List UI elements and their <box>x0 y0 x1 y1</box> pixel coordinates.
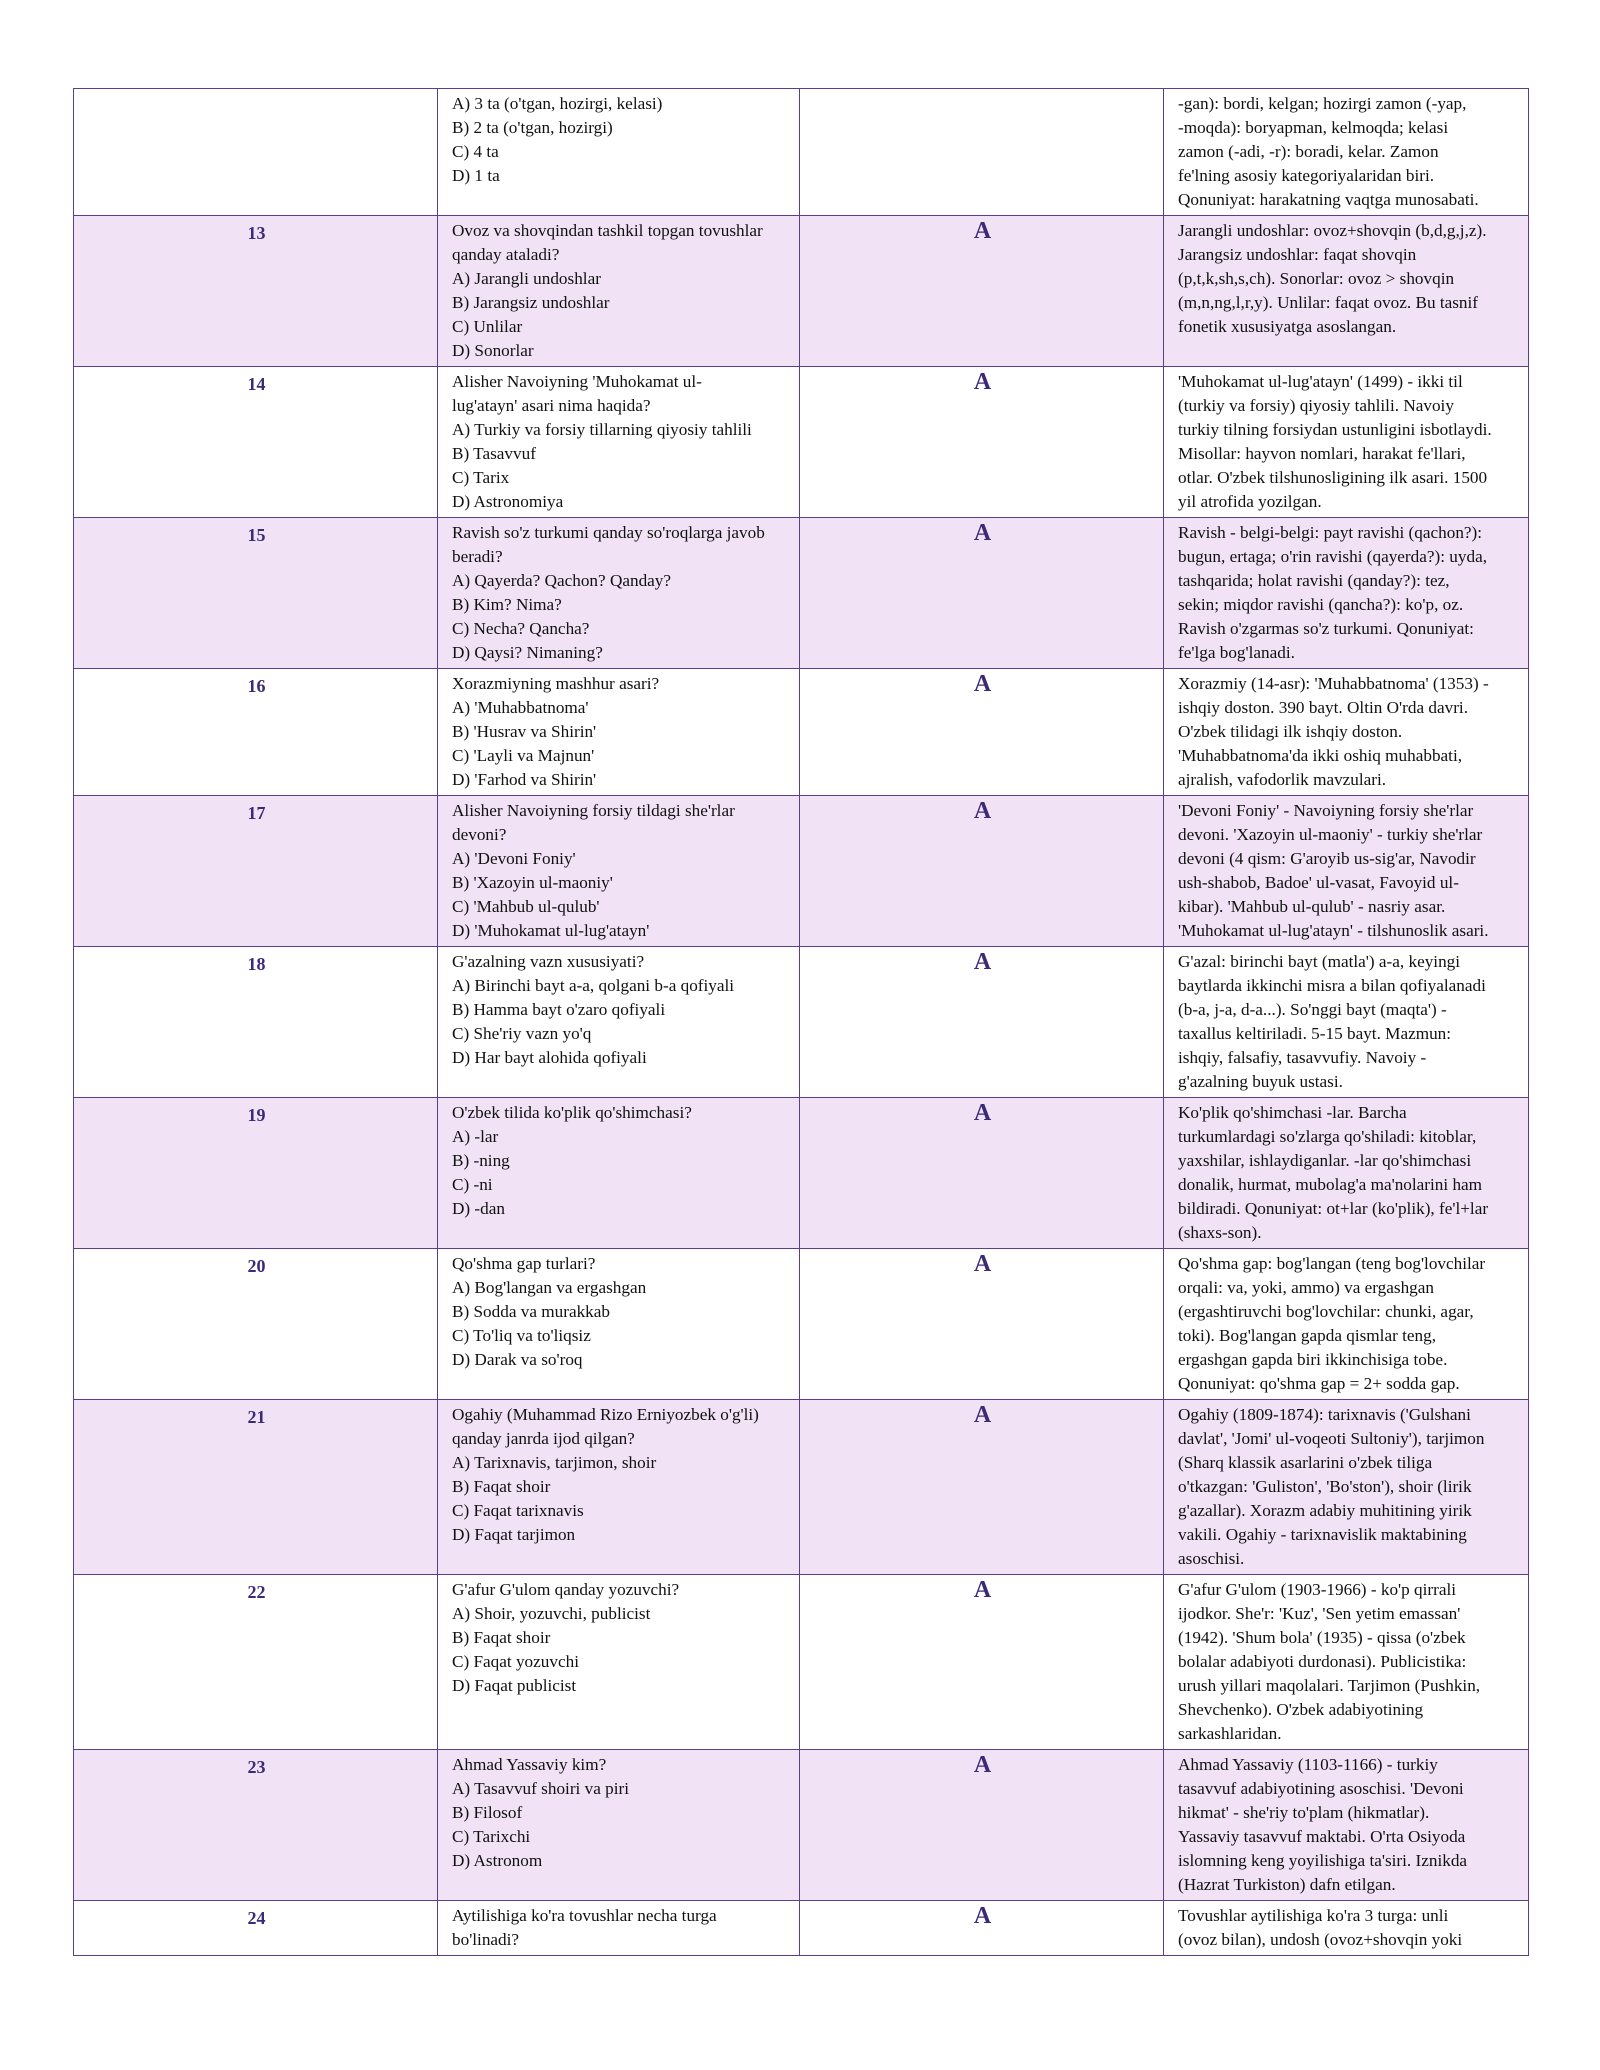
explanation-line: baytlarda ikkinchi misra a bilan qofiyalanadi <box>1178 976 1486 995</box>
question-text-line: bo'linadi? <box>452 1930 520 1949</box>
answer-option: C) 4 ta <box>452 142 499 161</box>
question-text-line: qanday ataladi? <box>452 245 560 264</box>
explanation-line: g'azalning buyuk ustasi. <box>1178 1072 1343 1091</box>
explanation-line: 'Muhabbatnoma'da ikki oshiq muhabbati, <box>1178 746 1463 765</box>
explanation-line: -moqda): boryapman, kelmoqda; kelasi <box>1178 118 1449 137</box>
answer-option: D) 1 ta <box>452 166 500 185</box>
answer-option: A) 3 ta (o'tgan, hozirgi, kelasi) <box>452 94 663 113</box>
answer-option: D) 'Muhokamat ul-lug'atayn' <box>452 921 650 940</box>
question-number: 23 <box>74 1750 438 1901</box>
explanation-line: ishqiy doston. 390 bayt. Oltin O'rda davri. <box>1178 698 1469 717</box>
answer-option: C) To'liq va to'liqsiz <box>452 1326 591 1345</box>
explanation-cell <box>1164 1901 1529 1956</box>
explanation-cell <box>1164 1249 1529 1400</box>
explanation-cell <box>1164 1575 1529 1750</box>
quiz-row <box>74 1098 1529 1249</box>
explanation-line: g'azallar). Xorazm adabiy muhitining yirik <box>1178 1501 1472 1520</box>
quiz-table-body <box>74 89 1529 1956</box>
question-cell <box>438 1249 800 1400</box>
explanation-line: (b-a, j-a, d-a...). So'nggi bayt (maqta') - <box>1178 1000 1447 1019</box>
explanation-cell <box>1164 796 1529 947</box>
explanation-line: (shaxs-son). <box>1178 1223 1262 1242</box>
explanation-line: G'azal: birinchi bayt (matla') a-a, keyingi <box>1178 952 1461 971</box>
answer-option: D) -dan <box>452 1199 505 1218</box>
explanation-cell <box>1164 947 1529 1098</box>
explanation-line: sekin; miqdor ravishi (qancha?): ko'p, oz. <box>1178 595 1464 614</box>
explanation-cell <box>1164 367 1529 518</box>
question-cell <box>438 1901 800 1956</box>
explanation-line: Xorazmiy (14-asr): 'Muhabbatnoma' (1353) - <box>1178 674 1489 693</box>
answer-option: B) 'Xazoyin ul-maoniy' <box>452 873 613 892</box>
explanation-line: (ergashtiruvchi bog'lovchilar: chunki, agar, <box>1178 1302 1474 1321</box>
explanation-line: tashqarida; holat ravishi (qanday?): tez, <box>1178 571 1450 590</box>
question-cell <box>438 518 800 669</box>
explanation-line: tasavvuf adabiyotining asoschisi. 'Devoni <box>1178 1779 1464 1798</box>
explanation-line: Yassaviy tasavvuf maktabi. O'rta Osiyoda <box>1178 1827 1466 1846</box>
answer-cell: A <box>800 1575 1164 1750</box>
question-cell <box>438 1400 800 1575</box>
answer-option: B) Tasavvuf <box>452 444 536 463</box>
answer-option: A) -lar <box>452 1127 499 1146</box>
question-cell <box>438 1750 800 1901</box>
explanation-line: sarkashlaridan. <box>1178 1724 1282 1743</box>
question-text-line: Aytilishiga ko'ra tovushlar necha turga <box>452 1906 717 1925</box>
answer-cell: A <box>800 216 1164 367</box>
question-cell <box>438 796 800 947</box>
answer-option: B) Faqat shoir <box>452 1628 551 1647</box>
explanation-line: bildiradi. Qonuniyat: ot+lar (ko'plik), fe'l+lar <box>1178 1199 1489 1218</box>
quiz-row <box>74 1750 1529 1901</box>
explanation-line: Ko'plik qo'shimchasi -lar. Barcha <box>1178 1103 1407 1122</box>
explanation-line: (1942). 'Shum bola' (1935) - qissa (o'zbek <box>1178 1628 1466 1647</box>
explanation-line: G'afur G'ulom (1903-1966) - ko'p qirrali <box>1178 1580 1457 1599</box>
explanation-line: 'Muhokamat ul-lug'atayn' (1499) - ikki til <box>1178 372 1463 391</box>
answer-option: C) Faqat tarixnavis <box>452 1501 584 1520</box>
question-text-line: Alisher Navoiyning 'Muhokamat ul- <box>452 372 702 391</box>
quiz-table <box>73 88 1529 1956</box>
question-text-line: Ahmad Yassaviy kim? <box>452 1755 607 1774</box>
question-text-line: Xorazmiyning mashhur asari? <box>452 674 660 693</box>
question-number: 18 <box>74 947 438 1098</box>
answer-option: B) 'Husrav va Shirin' <box>452 722 597 741</box>
explanation-line: Ravish o'zgarmas so'z turkumi. Qonuniyat: <box>1178 619 1474 638</box>
question-text-line: Alisher Navoiyning forsiy tildagi she'rlar <box>452 801 735 820</box>
answer-option: B) Jarangsiz undoshlar <box>452 293 610 312</box>
explanation-line: bolalar adabiyoti durdonasi). Publicistika: <box>1178 1652 1467 1671</box>
explanation-cell <box>1164 518 1529 669</box>
answer-option: A) Turkiy va forsiy tillarning qiyosiy tahlili <box>452 420 752 439</box>
explanation-line: 'Muhokamat ul-lug'atayn' - tilshunoslik asari. <box>1178 921 1489 940</box>
answer-option: D) Sonorlar <box>452 341 534 360</box>
question-number: 15 <box>74 518 438 669</box>
answer-option: C) Tarixchi <box>452 1827 531 1846</box>
quiz-row <box>74 669 1529 796</box>
question-cell <box>438 216 800 367</box>
explanation-line: urush yillari maqolalari. Tarjimon (Pushkin, <box>1178 1676 1481 1695</box>
answer-option: B) -ning <box>452 1151 510 1170</box>
explanation-line: ijodkor. She'r: 'Kuz', 'Sen yetim emassan' <box>1178 1604 1461 1623</box>
quiz-row <box>74 1901 1529 1956</box>
answer-option: A) 'Muhabbatnoma' <box>452 698 589 717</box>
explanation-line: otlar. O'zbek tilshunosligining ilk asari. 1500 <box>1178 468 1488 487</box>
quiz-row <box>74 89 1529 216</box>
explanation-line: devoni. 'Xazoyin ul-maoniy' - turkiy she'rlar <box>1178 825 1483 844</box>
answer-option: D) Darak va so'roq <box>452 1350 583 1369</box>
explanation-line: (m,n,ng,l,r,y). Unlilar: faqat ovoz. Bu tasnif <box>1178 293 1479 312</box>
explanation-line: Jarangli undoshlar: ovoz+shovqin (b,d,g,j,z). <box>1178 221 1487 240</box>
question-text-line: G'azalning vazn xususiyati? <box>452 952 645 971</box>
answer-option: C) -ni <box>452 1175 493 1194</box>
explanation-line: asoschisi. <box>1178 1549 1245 1568</box>
question-text-line: beradi? <box>452 547 503 566</box>
explanation-line: Qonuniyat: qo'shma gap = 2+ sodda gap. <box>1178 1374 1460 1393</box>
explanation-line: Ahmad Yassaviy (1103-1166) - turkiy <box>1178 1755 1438 1774</box>
answer-cell: A <box>800 1901 1164 1956</box>
explanation-line: ergashgan gapda biri ikkinchisiga tobe. <box>1178 1350 1448 1369</box>
explanation-line: O'zbek tilidagi ilk ishqiy doston. <box>1178 722 1403 741</box>
quiz-row <box>74 216 1529 367</box>
answer-option: C) She'riy vazn yo'q <box>452 1024 592 1043</box>
explanation-line: yil atrofida yozilgan. <box>1178 492 1322 511</box>
quiz-row <box>74 367 1529 518</box>
explanation-line: Ogahiy (1809-1874): tarixnavis ('Gulshani <box>1178 1405 1471 1424</box>
answer-option: A) Tarixnavis, tarjimon, shoir <box>452 1453 657 1472</box>
question-cell <box>438 367 800 518</box>
quiz-row <box>74 796 1529 947</box>
explanation-line: turkumlardagi so'zlarga qo'shiladi: kitoblar, <box>1178 1127 1477 1146</box>
explanation-line: fe'lga bog'lanadi. <box>1178 643 1295 662</box>
answer-option: A) Shoir, yozuvchi, publicist <box>452 1604 651 1623</box>
quiz-row <box>74 1400 1529 1575</box>
answer-option: B) Kim? Nima? <box>452 595 562 614</box>
question-text-line: O'zbek tilida ko'plik qo'shimchasi? <box>452 1103 692 1122</box>
answer-cell: A <box>800 947 1164 1098</box>
question-text-line: Qo'shma gap turlari? <box>452 1254 596 1273</box>
answer-option: C) 'Layli va Majnun' <box>452 746 595 765</box>
explanation-line: hikmat' - she'riy to'plam (hikmatlar). <box>1178 1803 1430 1822</box>
explanation-line: ajralish, vafodorlik mavzulari. <box>1178 770 1387 789</box>
answer-option: C) Tarix <box>452 468 510 487</box>
question-number: 21 <box>74 1400 438 1575</box>
question-text-line: qanday janrda ijod qilgan? <box>452 1429 635 1448</box>
explanation-line: vakili. Ogahiy - tarixnavislik maktabining <box>1178 1525 1467 1544</box>
explanation-line: bugun, ertaga; o'rin ravishi (qayerda?): uyda, <box>1178 547 1488 566</box>
answer-option: B) Filosof <box>452 1803 523 1822</box>
explanation-line: Shevchenko). O'zbek adabiyotining <box>1178 1700 1424 1719</box>
question-number: 22 <box>74 1575 438 1750</box>
explanation-line: 'Devoni Foniy' - Navoiyning forsiy she'rlar <box>1178 801 1474 820</box>
answer-cell <box>800 89 1164 216</box>
explanation-line: fonetik xususiyatga asoslangan. <box>1178 317 1397 336</box>
question-number: 16 <box>74 669 438 796</box>
explanation-line: orqali: va, yoki, ammo) va ergashgan <box>1178 1278 1434 1297</box>
explanation-cell <box>1164 1098 1529 1249</box>
explanation-line: taxallus keltiriladi. 5-15 bayt. Mazmun: <box>1178 1024 1452 1043</box>
question-number: 19 <box>74 1098 438 1249</box>
explanation-line: (p,t,k,sh,s,ch). Sonorlar: ovoz > shovqin <box>1178 269 1455 288</box>
answer-option: B) Hamma bayt o'zaro qofiyali <box>452 1000 666 1019</box>
question-text-line: Ovoz va shovqindan tashkil topgan tovushlar <box>452 221 763 240</box>
explanation-line: o'tkazgan: 'Guliston', 'Bo'ston'), shoir (lirik <box>1178 1477 1472 1496</box>
answer-option: C) Faqat yozuvchi <box>452 1652 579 1671</box>
explanation-cell <box>1164 1400 1529 1575</box>
explanation-line: (Hazrat Turkiston) dafn etilgan. <box>1178 1875 1396 1894</box>
answer-option: C) 'Mahbub ul-qulub' <box>452 897 600 916</box>
explanation-line: ush-shabob, Badoe' ul-vasat, Favoyid ul- <box>1178 873 1459 892</box>
answer-cell: A <box>800 796 1164 947</box>
question-text-line: Ravish so'z turkumi qanday so'roqlarga javob <box>452 523 765 542</box>
question-text-line: devoni? <box>452 825 507 844</box>
quiz-row <box>74 947 1529 1098</box>
explanation-line: Ravish - belgi-belgi: payt ravishi (qachon?): <box>1178 523 1483 542</box>
explanation-line: Qo'shma gap: bog'langan (teng bog'lovchilar <box>1178 1254 1486 1273</box>
explanation-line: toki). Bog'langan gapda qismlar teng, <box>1178 1326 1436 1345</box>
explanation-line: islomning keng yoyilishiga ta'siri. Iznikda <box>1178 1851 1468 1870</box>
answer-option: A) Jarangli undoshlar <box>452 269 601 288</box>
answer-cell: A <box>800 1400 1164 1575</box>
answer-option: D) Faqat tarjimon <box>452 1525 576 1544</box>
answer-option: A) Qayerda? Qachon? Qanday? <box>452 571 672 590</box>
answer-option: C) Unlilar <box>452 317 523 336</box>
explanation-line: devoni (4 qism: G'aroyib us-sig'ar, Navodir <box>1178 849 1476 868</box>
explanation-cell <box>1164 1750 1529 1901</box>
explanation-line: fe'lning asosiy kategoriyalaridan biri. <box>1178 166 1435 185</box>
explanation-cell <box>1164 89 1529 216</box>
explanation-line: (Sharq klassik asarlarini o'zbek tiliga <box>1178 1453 1433 1472</box>
question-cell <box>438 1098 800 1249</box>
explanation-line: davlat', 'Jomi' ul-voqeoti Sultoniy'), tarjimon <box>1178 1429 1485 1448</box>
question-number <box>74 89 438 216</box>
question-text-line: lug'atayn' asari nima haqida? <box>452 396 651 415</box>
answer-option: A) Tasavvuf shoiri va piri <box>452 1779 630 1798</box>
answer-option: B) 2 ta (o'tgan, hozirgi) <box>452 118 613 137</box>
question-number: 13 <box>74 216 438 367</box>
quiz-row <box>74 1575 1529 1750</box>
explanation-line: -gan): bordi, kelgan; hozirgi zamon (-yap, <box>1178 94 1467 113</box>
quiz-row <box>74 518 1529 669</box>
explanation-line: Misollar: hayvon nomlari, harakat fe'llari, <box>1178 444 1466 463</box>
explanation-line: donalik, hurmat, mubolag'a ma'nolarini ham <box>1178 1175 1483 1194</box>
question-cell <box>438 669 800 796</box>
answer-option: A) Birinchi bayt a-a, qolgani b-a qofiyali <box>452 976 735 995</box>
answer-option: B) Sodda va murakkab <box>452 1302 610 1321</box>
answer-cell: A <box>800 367 1164 518</box>
explanation-line: Jarangsiz undoshlar: faqat shovqin <box>1178 245 1417 264</box>
answer-option: A) 'Devoni Foniy' <box>452 849 576 868</box>
explanation-line: Tovushlar aytilishiga ko'ra 3 turga: unli <box>1178 1906 1449 1925</box>
question-text-line: Ogahiy (Muhammad Rizo Erniyozbek o'g'li) <box>452 1405 759 1424</box>
answer-cell: A <box>800 1098 1164 1249</box>
answer-option: D) Har bayt alohida qofiyali <box>452 1048 647 1067</box>
explanation-line: kibar). 'Mahbub ul-qulub' - nasriy asar. <box>1178 897 1446 916</box>
question-number: 20 <box>74 1249 438 1400</box>
explanation-line: zamon (-adi, -r): boradi, kelar. Zamon <box>1178 142 1439 161</box>
question-number: 24 <box>74 1901 438 1956</box>
quiz-row <box>74 1249 1529 1400</box>
question-text-line: G'afur G'ulom qanday yozuvchi? <box>452 1580 680 1599</box>
explanation-line: ishqiy, falsafiy, tasavvufiy. Navoiy - <box>1178 1048 1427 1067</box>
explanation-cell <box>1164 669 1529 796</box>
question-cell <box>438 1575 800 1750</box>
answer-option: D) 'Farhod va Shirin' <box>452 770 597 789</box>
question-number: 17 <box>74 796 438 947</box>
explanation-line: (turkiy va forsiy) qiyosiy tahlili. Navoiy <box>1178 396 1454 415</box>
answer-option: A) Bog'langan va ergashgan <box>452 1278 647 1297</box>
answer-option: D) Astronomiya <box>452 492 564 511</box>
explanation-line: (ovoz bilan), undosh (ovoz+shovqin yoki <box>1178 1930 1463 1949</box>
question-cell <box>438 89 800 216</box>
answer-cell: A <box>800 518 1164 669</box>
answer-option: D) Astronom <box>452 1851 543 1870</box>
answer-option: C) Necha? Qancha? <box>452 619 590 638</box>
question-number: 14 <box>74 367 438 518</box>
answer-option: D) Qaysi? Nimaning? <box>452 643 603 662</box>
answer-option: D) Faqat publicist <box>452 1676 577 1695</box>
explanation-cell <box>1164 216 1529 367</box>
question-cell <box>438 947 800 1098</box>
answer-cell: A <box>800 669 1164 796</box>
answer-cell: A <box>800 1750 1164 1901</box>
explanation-line: Qonuniyat: harakatning vaqtga munosabati. <box>1178 190 1479 209</box>
explanation-line: yaxshilar, ishlaydiganlar. -lar qo'shimchasi <box>1178 1151 1472 1170</box>
explanation-line: turkiy tilning forsiydan ustunligini isbotlaydi. <box>1178 420 1492 439</box>
answer-cell: A <box>800 1249 1164 1400</box>
answer-option: B) Faqat shoir <box>452 1477 551 1496</box>
